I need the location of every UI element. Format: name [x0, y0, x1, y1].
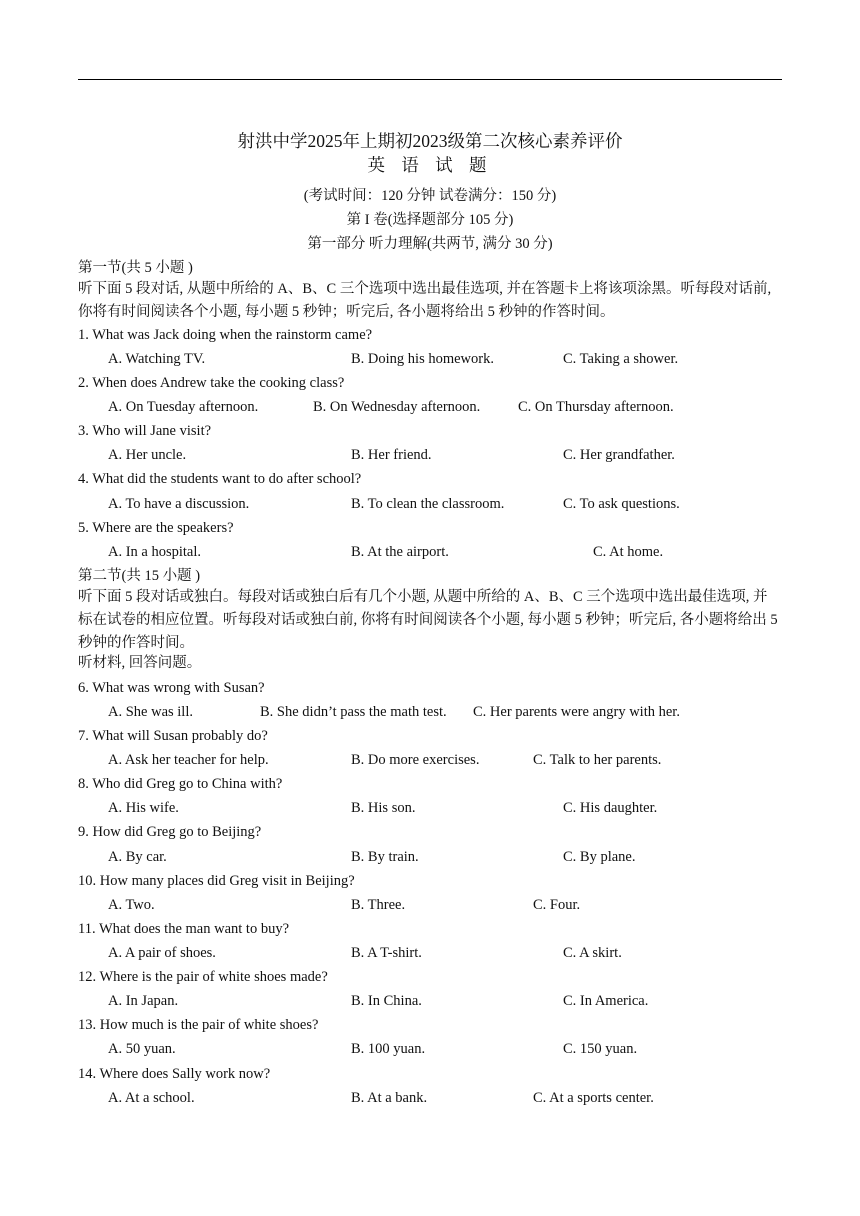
option-a: A. In Japan.: [108, 993, 179, 1009]
question-text: 11. What does the man want to buy?: [78, 921, 290, 937]
option-a: A. A pair of shoes.: [108, 945, 216, 961]
question-text: 7. What will Susan probably do?: [78, 728, 268, 744]
exam-info: (考试时间：120 分钟 试卷满分：150 分): [303, 188, 557, 204]
option-a: A. In a hospital.: [108, 544, 202, 560]
option-c: C. To ask questions.: [563, 496, 680, 512]
part-heading: 第一部分 听力理解(共两节, 满分 30 分): [307, 236, 553, 252]
option-a: A. Her uncle.: [108, 447, 187, 463]
option-b: B. In China.: [351, 993, 422, 1009]
section2-instructions: 听下面 5 段对话或独白。每段对话或独白后有几个小题, 从题中所给的 A、B、C 三个选项中选出最佳选项, 并标在试卷的相应位置。听每段对话或独白前, 你将有时间阅读各个小题, 每小题 5 秒钟；听完后, 各小题将给出 5 秒钟的作答时间。: [78, 589, 778, 651]
option-a: A. His wife.: [108, 800, 179, 816]
question-text: 14. Where does Sally work now?: [78, 1066, 271, 1082]
option-a: A. 50 yuan.: [108, 1041, 176, 1057]
option-a: A. She was ill.: [108, 704, 193, 720]
section2-heading: 第二节(共 15 小题 ): [78, 568, 201, 584]
option-c: C. Four.: [533, 897, 581, 913]
option-b: B. A T-shirt.: [351, 945, 422, 961]
volume-heading: 第 I 卷(选择题部分 105 分): [346, 212, 514, 228]
option-c: C. At a sports center.: [533, 1090, 654, 1106]
option-b: B. 100 yuan.: [351, 1041, 426, 1057]
option-c: C. Her parents were angry with her.: [473, 704, 680, 720]
option-c: C. Taking a shower.: [563, 351, 679, 367]
option-c: C. At home.: [593, 544, 664, 560]
question-text: 5. Where are the speakers?: [78, 520, 234, 536]
exam-title: 射洪中学2025年上期初2023级第二次核心素养评价: [237, 131, 623, 151]
option-a: A. To have a discussion.: [108, 496, 250, 512]
option-a: A. On Tuesday afternoon.: [108, 399, 259, 415]
option-b: B. His son.: [351, 800, 416, 816]
section1-instructions: 听下面 5 段对话, 从题中所给的 A、B、C 三个选项中选出最佳选项, 并在答题卡上将该项涂黑。听每段对话前, 你将有时间阅读各个小题, 每小题 5 秒钟；听完后, 各小题将给出 5 秒钟的作答时间。: [78, 281, 772, 320]
option-a: A. Ask her teacher for help.: [108, 752, 269, 768]
option-c: C. On Thursday afternoon.: [518, 399, 674, 415]
option-b: B. At the airport.: [351, 544, 449, 560]
option-a: A. At a school.: [108, 1090, 195, 1106]
option-c: C. His daughter.: [563, 800, 658, 816]
option-a: A. Two.: [108, 897, 155, 913]
question-text: 3. Who will Jane visit?: [78, 423, 212, 439]
option-c: C. By plane.: [563, 849, 636, 865]
question-text: 9. How did Greg go to Beijing?: [78, 824, 262, 840]
section2-prompt: 听材料, 回答问题。: [78, 655, 202, 671]
option-c: C. Talk to her parents.: [533, 752, 662, 768]
question-text: 6. What was wrong with Susan?: [78, 680, 265, 696]
option-a: A. By car.: [108, 849, 167, 865]
option-b: B. Do more exercises.: [351, 752, 480, 768]
option-b: B. To clean the classroom.: [351, 496, 505, 512]
option-b: B. Doing his homework.: [351, 351, 494, 367]
option-c: C. A skirt.: [563, 945, 622, 961]
option-c: C. Her grandfather.: [563, 447, 675, 463]
question-text: 13. How much is the pair of white shoes?: [78, 1017, 319, 1033]
question-text: 4. What did the students want to do after school?: [78, 471, 362, 487]
section1-heading: 第一节(共 5 小题 ): [78, 260, 193, 276]
header-rule: [78, 79, 782, 80]
option-b: B. Her friend.: [351, 447, 432, 463]
question-text: 8. Who did Greg go to China with?: [78, 776, 283, 792]
option-b: B. She didn’t pass the math test.: [260, 704, 447, 720]
question-text: 1. What was Jack doing when the rainstorm came?: [78, 327, 373, 343]
exam-subject: 英 语 试 题: [367, 155, 493, 175]
option-b: B. Three.: [351, 897, 406, 913]
option-c: C. 150 yuan.: [563, 1041, 638, 1057]
option-b: B. By train.: [351, 849, 419, 865]
question-text: 10. How many places did Greg visit in Beijing?: [78, 873, 355, 889]
option-c: C. In America.: [563, 993, 649, 1009]
option-a: A. Watching TV.: [108, 351, 206, 367]
option-b: B. At a bank.: [351, 1090, 428, 1106]
question-text: 12. Where is the pair of white shoes made?: [78, 969, 328, 985]
option-b: B. On Wednesday afternoon.: [313, 399, 481, 415]
question-text: 2. When does Andrew take the cooking class?: [78, 375, 345, 391]
